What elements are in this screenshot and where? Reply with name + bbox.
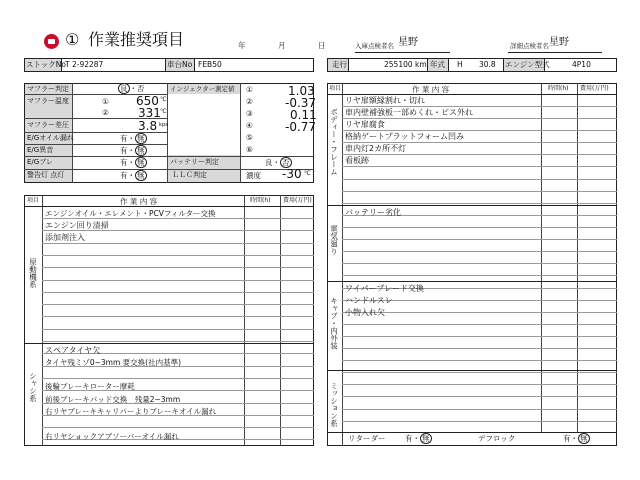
muffler-judge-label: マフラー判定: [27, 85, 69, 93]
chassis-item-6: 右リヤブレーキキャリパーよりブレーキオイル漏れ: [45, 407, 217, 416]
body-item-3: リヤ扉腐食: [345, 120, 385, 129]
row-rule: [42, 427, 314, 428]
body-item-4: 格納ゲートプラットフォーム凹み: [345, 132, 464, 141]
temp-unit-2: ℃: [160, 108, 167, 115]
detail-inspector-name: 星野: [549, 37, 569, 48]
row-rule: [342, 106, 617, 107]
electric-label: 電気廻り: [329, 225, 339, 255]
row-rule: [42, 218, 314, 219]
warning-value: 有・ 無: [120, 171, 145, 180]
row-rule: [342, 191, 617, 192]
date-day: 日: [318, 41, 326, 50]
row-rule: [342, 275, 617, 276]
mileage-value: 255100: [384, 60, 413, 69]
llc-label: ＬＬＣ判定: [172, 171, 207, 179]
stock-value: T 2-92287: [65, 60, 104, 69]
muffler-diff-value: 3.8: [138, 119, 158, 133]
engine-item-1: エンジンオイル・エレメント・PCVフィルター交換: [45, 209, 216, 218]
vibration-value: 有・ 無: [120, 158, 145, 167]
row-rule: [342, 384, 617, 385]
row-rule: [342, 263, 617, 264]
row-rule: [342, 251, 617, 252]
engine-type-label: エンジン型式: [505, 60, 550, 69]
row-rule: [342, 118, 617, 119]
row-rule: [342, 396, 617, 397]
inj-num-3: ③: [246, 109, 253, 118]
inj-num-5: ⑤: [246, 133, 253, 142]
muffler-temp-1: 650: [136, 94, 159, 108]
muffler-temp-label: マフラー温度: [27, 97, 69, 105]
row-rule: [342, 239, 617, 240]
temp-marker-2: ②: [102, 108, 109, 117]
chassis-item-8: 右リヤショックアブソーバーオイル漏れ: [45, 432, 179, 441]
row-rule: [342, 203, 617, 204]
row-rule: [42, 292, 314, 293]
cab-item-2: ハンドルスレ: [345, 296, 393, 305]
row-rule: [42, 304, 314, 305]
mission-label: ミッション系: [329, 382, 339, 427]
row-rule: [342, 130, 617, 131]
logo-emblem-icon: [44, 34, 59, 49]
right-col-item: 項目: [329, 85, 342, 92]
body-item-1: リヤ扉額縁割れ・切れ: [345, 96, 425, 105]
mileage-label: 走行: [332, 60, 347, 69]
chassis-item-4: 後輪ブレーキローター摩耗: [45, 382, 135, 391]
oil-leak-value: 有・ 無: [120, 134, 145, 143]
right-col-time: 時間(h): [548, 85, 569, 92]
year-era: H: [457, 60, 463, 69]
engine-type-value: 4P10: [572, 60, 591, 69]
chassis-item-2: タイヤ残ミゾ0~3mm 要交換(社内基準): [45, 358, 182, 367]
cab-item-1: ワイパーブレード交換: [345, 284, 424, 293]
body-item-6: 看板跡: [345, 156, 369, 165]
date-year: 年: [238, 41, 246, 50]
inj-num-6: ⑥: [246, 145, 253, 154]
muffler-temp-2: 331: [138, 106, 161, 120]
row-rule: [342, 142, 617, 143]
llc-conc-label: 濃度: [246, 171, 261, 180]
noise-label: E/G異音: [27, 146, 54, 154]
noise-value: 有・ 無: [120, 146, 145, 155]
page-title: 作業推奨項目: [88, 30, 185, 49]
battery-value: 良・ 否: [265, 158, 290, 167]
engine-system-label: 原動機系: [28, 258, 38, 288]
difflock-label: デフロック: [478, 434, 516, 443]
title-number: ①: [65, 30, 80, 49]
chassis-value: FEB50: [198, 60, 222, 69]
detail-inspector-label: 詳細点検者名: [510, 42, 549, 50]
row-rule: [42, 329, 314, 330]
row-rule: [342, 154, 617, 155]
row-rule: [342, 409, 617, 410]
inspector-name: 星野: [398, 37, 418, 48]
engine-item-3: 添加剤注入: [45, 233, 85, 242]
row-rule: [42, 243, 314, 244]
body-frame-label: ボディー・フレーム: [329, 108, 339, 176]
inj-value-2: -0.37: [285, 96, 317, 110]
row-rule: [342, 336, 617, 337]
inj-value-4: -0.77: [285, 120, 317, 134]
body-item-5: 車内灯2カ所不灯: [345, 144, 407, 153]
inj-value-1: 1.03: [288, 84, 315, 98]
row-rule: [342, 227, 617, 228]
row-rule: [42, 316, 314, 317]
year-label: 年式: [430, 60, 445, 69]
inj-num-4: ④: [246, 121, 253, 130]
muffler-judge-good: 良 ・否: [120, 84, 145, 93]
vibration-label: E/Gブレ: [27, 158, 53, 166]
row-rule: [342, 348, 617, 349]
row-rule: [42, 230, 314, 231]
left-col-time: 時間(h): [250, 197, 271, 204]
diff-unit: kpa: [159, 122, 169, 128]
cab-label: キャブ・内外装: [329, 297, 339, 350]
row-rule: [342, 179, 617, 180]
row-rule: [342, 360, 617, 361]
temp-marker-1: ①: [102, 97, 109, 106]
inspector-label: 入庫点検者名: [355, 42, 394, 50]
difflock-value: 有・ 無: [563, 434, 588, 443]
retarder-value: 有・ 無: [405, 434, 430, 443]
row-rule: [342, 166, 617, 167]
row-rule: [342, 421, 617, 422]
right-col-work: 作 業 内 容: [412, 85, 450, 94]
warning-label: 警告灯 点灯: [27, 171, 65, 179]
chassis-label: 車台No: [167, 60, 193, 69]
llc-value: -30: [282, 167, 302, 181]
body-item-2: 車内壁補強板一部めくれ・ビス外れ: [345, 108, 473, 117]
chassis-item-5: 前後ブレーキパッド交換 残量2~3mm: [45, 395, 181, 404]
cab-item-3: 小物入れ欠: [345, 308, 385, 317]
left-col-work: 作 業 内 容: [120, 197, 158, 206]
llc-unit: ℃: [304, 170, 311, 177]
row-rule: [42, 280, 314, 281]
row-rule: [42, 341, 314, 342]
date-month: 月: [278, 41, 286, 50]
engine-item-2: エンジン回り清掃: [45, 221, 109, 230]
chassis-item-1: スペアタイヤ欠: [45, 346, 101, 355]
oil-leak-label: E/Gオイル漏れ: [27, 134, 74, 142]
left-col-cost: 費用(万円): [283, 197, 312, 204]
battery-label: バッテリー判定: [170, 158, 219, 166]
row-rule: [342, 324, 617, 325]
year-value: 30.8: [479, 60, 496, 69]
chassis-system-label: シャシ系: [28, 372, 38, 402]
row-rule: [42, 267, 314, 268]
temp-unit-1: ℃: [160, 96, 167, 103]
left-col-item: 項目: [27, 197, 40, 204]
right-col-cost: 費用(万円): [580, 85, 609, 92]
inj-num-2: ②: [246, 97, 253, 106]
row-rule: [42, 378, 314, 379]
electric-item-1: バッテリー劣化: [345, 208, 401, 217]
row-rule: [342, 372, 617, 373]
inj-num-1: ①: [246, 85, 253, 94]
mileage-unit: km: [415, 60, 427, 69]
row-rule: [42, 255, 314, 256]
stock-label: ストックNo: [26, 60, 66, 69]
retarder-label: リターダー: [348, 434, 386, 443]
injector-label: インジェクター測定値: [170, 85, 235, 93]
inj-value-3: 0.11: [290, 108, 317, 122]
muffler-diff-label: マフラー差圧: [27, 121, 69, 129]
